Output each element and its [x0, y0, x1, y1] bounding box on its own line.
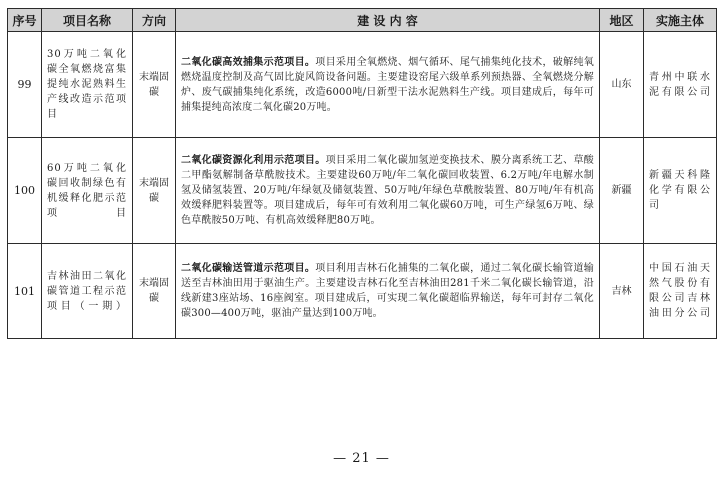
content-body: 项目采用全氧燃烧、烟气循环、尾气捕集纯化技术，破解纯氧燃烧温度控制及高气固比旋风筒设备问题。主要建设窑尾六级单系列预热器、全氧燃烧分解炉、废气碳捕集纯化系统，改造6000吨/日新型干法水泥熟料生产线。项目建成后，每年可捕集提纯高浓度二氧化碳20万吨。: [181, 56, 594, 113]
header-row: [8, 9, 717, 32]
cell-direction: 末端固碳: [133, 244, 176, 339]
table-row: [8, 138, 717, 244]
cell-owner: 新疆天科隆化学有限公司: [644, 138, 717, 244]
cell-direction: 末端固碳: [133, 138, 176, 244]
table-body: [8, 32, 717, 339]
cell-project-name: 30万吨二氧化碳全氧燃烧富集提纯水泥熟料生产线改造示范项目: [42, 32, 133, 138]
content-title: 二氧化碳资源化利用示范项目。: [181, 155, 326, 166]
cell-num: 99: [8, 32, 42, 138]
cell-content: [176, 244, 600, 339]
header-region: 地区: [600, 9, 644, 32]
header-content: 建 设 内 容: [176, 9, 600, 32]
cell-content: [176, 138, 600, 244]
content-body: 项目采用二氧化碳加氢逆变换技术、膜分离系统工艺、草酸二甲酯氨解制备草酰胺技术。主要建设60万吨/年二氧化碳回收装置、6.2万吨/年电解水制氢及储氢装置、20万吨/年绿氨及储氨装置、50万吨/年绿色草酰胺装置、80万吨/年有机高效缓释肥料装置等。项目建成后，每年可有效利用二氧化碳60万吨，可生产绿氢6万吨、绿色草酰胺50万吨、有机高效缓释肥80万吨。: [181, 155, 594, 226]
header-direction: 方向: [133, 9, 176, 32]
cell-owner: 中国石油天然气股份有限公司吉林油田分公司: [644, 244, 717, 339]
table-row: [8, 244, 717, 339]
content-title: 二氧化碳高效捕集示范项目。: [181, 56, 316, 68]
cell-owner: 青州中联水泥有限公司: [644, 32, 717, 138]
header-num: 序号: [8, 9, 42, 32]
cell-region: 新疆: [600, 138, 644, 244]
project-table: [7, 8, 717, 339]
page-number: — 21 —: [333, 451, 390, 466]
cell-project-name: 吉林油田二氧化碳管道工程示范项目（一期）: [42, 244, 133, 339]
header-owner: 实施主体: [644, 9, 717, 32]
cell-num: 101: [8, 244, 42, 339]
table-row: [8, 32, 717, 138]
cell-content: [176, 32, 600, 138]
cell-num: 100: [8, 138, 42, 244]
cell-direction: 末端固碳: [133, 32, 176, 138]
content-body: 项目利用吉林石化捕集的二氧化碳，通过二氧化碳长输管道输送至吉林油田用于驱油生产。主要建设吉林石化至吉林油田281千米二氧化碳长输管道，沿线新建3座站场、16座阀室。项目建成后，可实现二氧化碳超临界输送，每年可封存二氧化碳300—400万吨，驱油产量达到100万吨。: [181, 263, 594, 319]
cell-project-name: 60万吨二氧化碳回收制绿色有机缓释化肥示范项目: [42, 138, 133, 244]
cell-region: 吉林: [600, 244, 644, 339]
content-title: 二氧化碳输送管道示范项目。: [181, 263, 316, 274]
header-name: 项目名称: [42, 9, 133, 32]
table-header: [8, 9, 717, 32]
cell-region: 山东: [600, 32, 644, 138]
